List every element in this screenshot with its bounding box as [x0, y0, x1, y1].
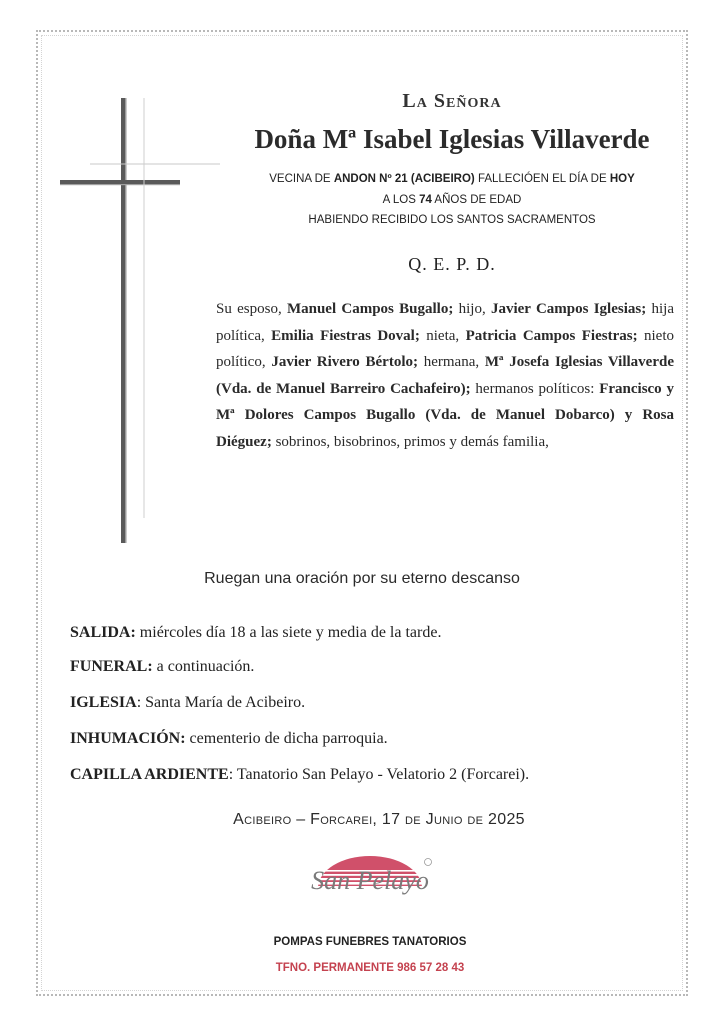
- detail-funeral: FUNERAL: a continuación.: [70, 658, 255, 675]
- residence-line: VECINA DE ANDON Nº 21 (ACIBEIRO) FALLECIÓEN EL DÍA DE HOY: [269, 173, 635, 185]
- title: La Señora: [402, 90, 502, 112]
- phone-text: TFNO. PERMANENTE 986 57 28 43: [275, 962, 465, 974]
- age-line: A LOS 74 AÑOS DE EDAD: [382, 194, 522, 206]
- detail-salida: SALIDA: miércoles día 18 a las siete y media de la tarde.: [70, 624, 442, 641]
- place-date: Acibeiro – Forcarei, 17 de Junio de 2025: [233, 811, 525, 828]
- cross-icon: [60, 98, 220, 543]
- detail-capilla: CAPILLA ARDIENTE: Tanatorio San Pelayo - Velatorio 2 (Forcarei).: [70, 766, 530, 783]
- deceased-name: Doña Mª Isabel Iglesias Villaverde: [254, 124, 650, 154]
- prayer-request: Ruegan una oración por su eterno descanso: [204, 570, 520, 587]
- detail-inhumacion: INHUMACIÓN: cementerio de dicha parroquia.: [70, 730, 388, 747]
- logo-text: San Pelayo: [311, 866, 429, 895]
- family-paragraph: Su esposo, Manuel Campos Bugallo; hijo, Javier Campos Iglesias; hija política, Emilia Fiestras Doval; nieta, Patricia Campos Fiestras; nieto político, Javier Rivero Bértolo; hermana, Mª Josefa Iglesias Villaverde (Vda. de Manuel Barreiro Cachafeiro); hermanos políticos: Francisco y Mª Dolores Campos Bugallo (Vda. de Manuel Dobarco) y Rosa Diéguez; sobrinos, bisobrinos, primos y demás familia,: [216, 301, 674, 450]
- qepd: Q. E. P. D.: [408, 254, 496, 274]
- detail-iglesia: IGLESIA: Santa María de Acibeiro.: [70, 694, 306, 711]
- services-text: POMPAS FUNEBRES TANATORIOS: [273, 936, 467, 948]
- sacraments-line: HABIENDO RECIBIDO LOS SANTOS SACRAMENTOS: [308, 214, 596, 226]
